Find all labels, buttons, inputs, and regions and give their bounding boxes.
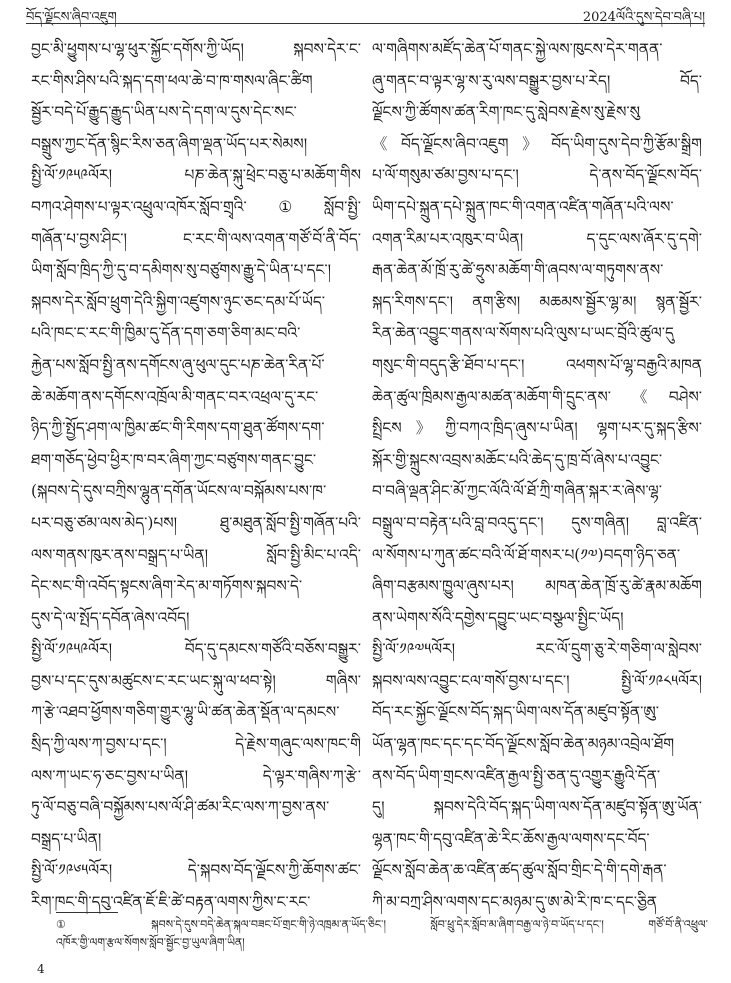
footnote — [56, 916, 708, 952]
text-line: སྤྱི་ལོ་༡༩༥༩ལོར། བོད་དུ་དམངས་གཙོའི་བཅོས་བསྒྱུར་ — [31, 640, 361, 659]
text-line: ལ་གཞིགས་མཛོད་ཆེན་པོ་གནང་སྐྱེ་ལས་ཁུངས་དེར་གནན་ — [372, 40, 663, 58]
left-column — [31, 34, 361, 919]
text-line: ལས་གནས་ཁུར་ནས་བསྒྲད་པ་ཡིན། སློབ་སྤྱི་མིང་པ་འདི་ — [31, 545, 361, 564]
text-line: སྐབས་དེར་སློབ་ཕྲུག་དེའི་སྐྱིག་འཛུགས་ཉུང་ཅང་དམ་པོ་ཡོད་ — [31, 292, 325, 311]
text-line: སྤྱི་ལོ་༡༩༦༥ལོར། དེ་སྐབས་བོད་ལྗོངས་ཀྱི་ཆོགས་ཚང་ — [31, 861, 361, 880]
right-column — [372, 34, 702, 919]
text-line: འགན་རིམ་པར་འཁུར་བ་ཡིན། ད་དུང་ལས་ཞོར་དུ་དགེ་ — [372, 229, 702, 248]
text-line: ཐག་གཅོད་ཕྱེབ་ཕྱིར་ཁ་བར་ཞིག་ཀྱང་བཙུགས་གནང་བྱུང་ — [31, 450, 317, 469]
text-line: སྲིད་ཀྱི་ལས་ཀ་བྱས་པ་དང་། དེ་རྗེས་གཞུང་ལས་ཁང་གི — [31, 735, 361, 754]
text-line: ལྷན་ཁང་གི་དབུ་འཛིན་ཆེ་རིང་ཆོས་རྒྱལ་ལགས་དང་བོད་ — [372, 829, 650, 848]
text-line: ལྗོངས་ཀྱི་ཚོགས་ཚན་རིག་ཁང་དུ་སླེབས་རྗེས་སུ་རྗེས་སུ — [372, 103, 641, 122]
text-line: ཡོན་ལྷན་ཁང་དང་དང་བོད་ལྗོངས་སློབ་ཆེན་མཉམ་འབྲེལ་ཐོག — [372, 735, 675, 754]
text-line: བསྒྲུས་ཀྱང་དོན་སྙིང་རིས་ཅན་ཞིག་ལྡན་ཡོད་པར་སེམས། — [31, 134, 308, 153]
text-line: ནས་ཡེགས་སོའི་དགྱེས་དབྱུང་ཡང་བསྩལ་སྤྱིང་ཡོད། — [372, 608, 624, 627]
text-line: པའི་ཁང་ང་རང་གི་ཁྱིམ་དུ་དོན་དག་ཅག་ཅིག་མང་བའི་ — [31, 324, 301, 343]
journal-title: བོད་ལྗོངས་ཞིབ་འཇུག — [26, 10, 117, 25]
issue-label: 2024ལོའི་དུས་དེབ་བཞི་པ། — [582, 10, 705, 25]
text-line: (སྐབས་དེ་དུས་བཀྲིས་ལྷུན་དགོན་ཡོངས་ལ་བསྐོམས་པས་ཁ་ — [31, 482, 327, 501]
text-line: གསུང་གི་བདུད་རྩི་ཐོབ་པ་དང་། འཕགས་པོ་ལྷ་བརྒྱའི་མཁན — [372, 355, 702, 374]
text-line: རྒན་ཆེན་མོ་ཁྲོ་རུ་ཚེ་ཧྲུས་མཆོག་གི་ཞབས་ལ་གཏུགས་ནས་ — [372, 261, 664, 280]
text-line: དུ། སྐབས་དེའི་བོད་སྐད་ཡིག་ལས་དོན་མཛུབ་སྟོན་ཨུ་ཡོན་ — [372, 798, 702, 817]
footnote-rule — [56, 912, 118, 913]
text-line: བསྒྲད་པ་ཡིན། — [31, 829, 102, 848]
text-line: ཡིག་སློབ་ཁྲིད་ཀྱི་དུ་བ་དམིགས་སུ་བཙུགས་རྒྱུ་དེ་ཡིན་པ་དང་། — [31, 261, 332, 280]
text-line: ནས་བོད་ཡིག་གྲངས་འཛིན་རྒྱལ་སྤྱི་ཅན་དུ་འགྱུར་རྒྱུའི་དོན་ — [372, 766, 661, 785]
text-line: 《བོད་ལྗོངས་ཞིབ་འཇུག》བོད་ཡིག་དུས་དེབ་ཀྱི་རྩོམ་སྒྲིག — [372, 134, 702, 153]
text-line: གཞོན་པ་བྱས་ཤིང་། ང་རང་གི་ལས་འགན་གཙོ་བོ་ནི་བོད་ — [31, 229, 361, 248]
text-line: ཆེ་མཆོག་ནས་དགོངས་འཁྲོལ་མི་གནང་བར་འཕྲལ་དུ་རང་ — [31, 387, 319, 406]
text-line: སྤྱི་ལོ་༡༩༧༥ལོར། རང་ལོ་དྲུག་ཅུ་རེ་གཅིག་ལ་སླེབས་ — [372, 640, 702, 659]
text-line: བ་བཞི་ལྡན་ཤིང་མོ་ཀྱང་ལོའི་ལོ་ཐོ་ཀྲི་གཞིན་སྐར་ར་ཞེས་ལྷ་ — [372, 482, 662, 501]
text-line: བྱས་པ་དང་དུས་མཚུངས་ང་རང་ཡང་སྐུ་ལ་ཕབ་སྟེ། གཞིས་ — [31, 671, 361, 690]
text-line: སྐོར་གྱི་སྐྲུངས་འབྲས་མཆོང་པའི་ཆེད་དུ་ཁྲ་བོ་ཞེས་པ་འབྱུང་ — [372, 450, 663, 469]
text-line: སྤྱི་ལོ་༡༩༥༩ལོར། པཎ་ཆེན་སྐུ་ཕྲེང་བཅུ་པ་མཆོག་གིས — [31, 166, 361, 185]
text-line: ཞིག་བརྩམས་ཁྱུལ་ཞུས་པར། མཁན་ཆེན་ཁྲོ་རུ་ཚེ་རྣམ་མཆོག — [372, 577, 702, 596]
text-line: རྐྱེན་པས་སློབ་སྤྱི་ནས་དགོངས་ཞུ་ཕུལ་དུང་པཎ་ཆེན་རིན་པོ་ — [31, 355, 325, 374]
text-line: སྦྱོར་བདེ་པོ་རྒྱུད་རྒྱུད་ཡིན་པས་དེ་དག་ལ་དུས་དེང་སང་ — [31, 103, 297, 122]
text-line: རིན་ཆེན་འབྱུང་གནས་ལ་སོགས་པའི་ལུས་པ་ཡང་བྲོའི་ཚུལ་དུ — [372, 324, 674, 343]
text-line: དུས་དེ་ལ་སྤོད་དབོན་ཞེས་འབོད། — [31, 608, 190, 627]
text-line: ཆེན་ཚུལ་ཁྲིམས་རྒྱལ་མཚན་མཆོག་གི་དྲུང་ནས་《བཤེས་ — [372, 387, 702, 406]
text-line: པར་བཅུ་ཙམ་ལས་མེད་)པས། ཐུ་མཐུན་སློབ་སྤྱི་གཞོན་པའི་ — [31, 513, 361, 532]
text-line: ཞུ་གནང་བ་ལྟར་ལྷ་ས་རུ་ལས་བསྒྱུར་བྱས་པ་རེད། བོད་ — [372, 71, 702, 90]
text-line: པ་ལོ་གསུམ་ཙམ་བྱས་པ་དང་། དེ་ནས་བོད་ལྗོངས་བོད་ — [372, 166, 702, 185]
text-line: རང་གིས་ཤིས་པའི་སྐད་དག་ཕལ་ཆེ་བ་ཁ་གསལ་ཞིང་ཚིག — [31, 71, 313, 90]
text-line: ལས་ཀ་ཡང་ཧ་ཅང་བྱས་པ་ཡིན། དེ་ལྟར་གཞིས་ཀ་རྩེ་ — [31, 766, 361, 785]
header-rule — [26, 23, 705, 24]
text-line: འཁོར་གྱི་ལག་རྩལ་སོགས་སློབ་སྦྱོང་བྱ་ཡུལ་ཞིག་ཡིན། — [56, 936, 245, 949]
text-line: སྐད་རིགས་དང་། ནག་རྩིས། མཆམས་སྦྱོར་ལྷ་མ། སྙན་སྦྱོར་ — [372, 292, 702, 311]
text-line: ཉིད་ཀྱི་སྤྱོད་ཤག་ལ་ཁྱིམ་ཚང་གི་རིགས་དག་ཐུན་ཚོགས་དག་ — [31, 419, 325, 438]
text-line: བྱང་མི་ཕྱུགས་པ་ལྷ་ཕུར་སྐྱོང་དགོས་ཀྱི་ཡོད། སྐབས་དེར་ང་ — [31, 40, 361, 58]
text-line: ཏུ་ལོ་བཅུ་བཞི་བསྐྱོམས་པས་ལོ་ཤི་ཚམ་རིང་ལས་ཀ་བྱས་ནས་ — [31, 798, 330, 817]
text-line: བཀའ་ཤེགས་པ་ལྟར་འཕྲུལ་འཁོར་སློབ་གྲྭའི་①སློབ་སྤྱི་ — [31, 197, 361, 216]
text-line: སྤྲིངས》ཀྱི་བཀའ་ཁྲིད་ཞུས་པ་ཡིན། ལྷག་པར་དུ་སྐད་རྩིས་ — [372, 419, 702, 438]
text-line: ཀ་རྩེ་འཐབ་ཕྱོགས་གཅིག་གྱུར་ལྷུ་ཡི་ཚན་ཆེན་སྡོན་ལ་དམངས་ — [31, 703, 340, 722]
text-line: ① སྐབས་དེ་དུས་བདེ་ཆེན་སྐལ་བཟང་པོ་གྲང་གི་ཉེ་འཁྲམ་ན་ཡོད་ཅིང་། སློབ་ཕྲུ་དེར་སློབ་མ་ཞིག་བརྒྱ་ལ་ཉེ་བ་ཡོད་པ་དང་། གཙོ་བོ་ནི་འཕྲུལ་ — [56, 918, 708, 931]
text-line: ཡིག་དཔེ་སྐྲུན་དཔེ་སྐྲུན་ཁང་གི་འགན་འཛིན་གཞོན་པའི་ལས་ — [372, 197, 674, 216]
text-line: ལ་སོགས་པ་ཀུན་ཚང་བའི་ལོ་ཐོ་གསར་པ(༡༧)བདག་ཉིད་ཅན་ — [372, 545, 681, 564]
text-line: ཀི་མ་བཀྲ་ཤིས་ལགས་དང་མཉམ་དུ་ཨ་མེ་རི་ཁ་ང་དང་ཅྱིན — [372, 893, 658, 912]
text-line: ལྗོངས་སློབ་ཆེན་ཆ་འཛིན་ཚད་ཚུལ་སློབ་གྲིང་དེ་གི་དགེ་རྒན་ — [372, 861, 667, 880]
text-line: དེང་སང་གི་འབོད་སྟངས་ཞིག་རེད་མ་གཏོགས་སྐབས་དེ་ — [31, 577, 303, 596]
text-line: བོད་རང་སྐྱོང་ལྗོངས་བོད་སྐད་ཡིག་ལས་དོན་མཛུབ་སྟོན་ཨུ་ — [372, 703, 659, 722]
text-line: བསྒྲུལ་བ་བརྟེན་པའི་བླ་བའདུ་དང་། དུས་གཞིན། བླ་འཛིན་ — [372, 513, 702, 532]
text-line: སྐབས་ལས་འབྱུང་ངལ་གསོ་བྱས་པ་དང་། སྤྱི་ལོ་༡༩༨༥ལོར། — [372, 671, 702, 690]
running-header — [26, 2, 705, 24]
page-number: 4 — [37, 962, 45, 976]
text-line: རིག་ཁང་གི་དབུ་འཛིན་ཇོ་ཇི་ཚེ་བརྟན་ལགས་ཀྱིས་ང་རང་ — [31, 893, 311, 912]
